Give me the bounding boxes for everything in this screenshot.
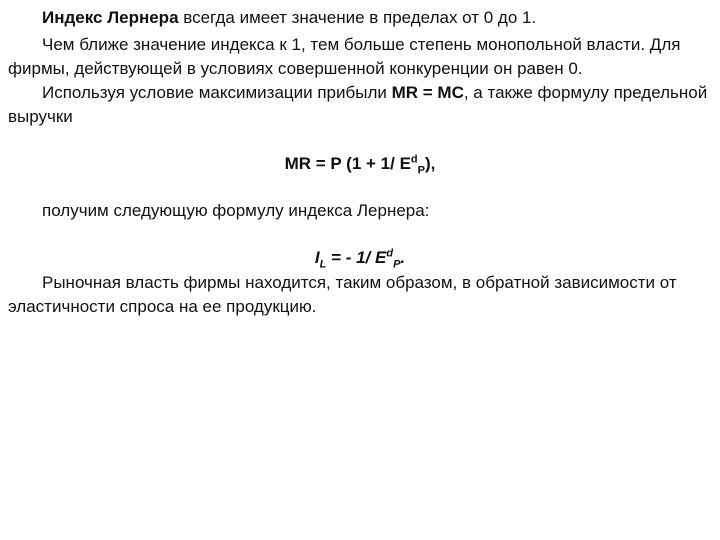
- paragraph-profit-max-before: Используя условие максимизации прибыли: [42, 83, 392, 102]
- formula2-end: .: [400, 248, 406, 267]
- formula1-left: MR = P (1 + 1/ E: [284, 154, 411, 173]
- paragraph-lerner-formula-intro: получим следующую формулу индекса Лернера:: [42, 201, 430, 220]
- lerner-index-formula: [0, 246, 720, 270]
- formula2-sup: d: [386, 247, 394, 260]
- formula2-i-sub: L: [319, 258, 327, 271]
- formula2-mid: = - 1/ E: [326, 248, 387, 267]
- mr-mc-condition: MR = MC: [391, 83, 464, 102]
- paragraph-profit-max-after: , а также формулу предельной выручки: [8, 83, 708, 126]
- paragraph-profit-max: [8, 81, 713, 129]
- formula2-i: I: [314, 248, 320, 267]
- formula1-sup: d: [410, 153, 418, 166]
- marginal-revenue-formula: [0, 152, 720, 176]
- lerner-index-term: Индекс Лернера: [42, 8, 179, 27]
- formula1-right: ),: [424, 154, 436, 173]
- paragraph-lerner-range-text: всегда имеет значение в пределах от 0 до 1.: [178, 8, 537, 27]
- paragraph-lerner-range: [8, 6, 713, 30]
- paragraph-monopoly-power: Чем ближе значение индекса к 1, тем больше степень монопольной власти. Для фирмы, действующей в условиях совершенной конкуренции он равен 0.: [8, 35, 681, 78]
- paragraph-market-power: Рыночная власть фирмы находится, таким образом, в обратной зависимости от эластичности спроса на ее продукцию.: [8, 273, 677, 316]
- formula2-sub: P: [393, 258, 401, 271]
- formula1-sub: P: [417, 164, 425, 177]
